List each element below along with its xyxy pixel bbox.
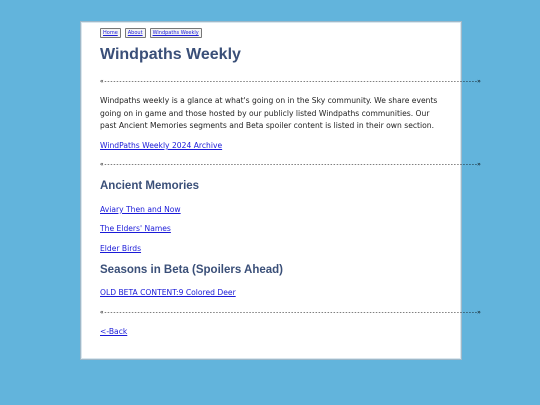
ancient-link-elder-birds[interactable]: Elder Birds <box>100 244 142 253</box>
divider-right-mark: » <box>477 161 481 168</box>
nav-about-button[interactable]: About <box>125 28 146 38</box>
intro-paragraph: Windpaths weekly is a glance at what's going on in the Sky community. We share events going on in game and those hosted by our publicly listed Windpaths communities. Our past Ancient Memories segments and Beta spoiler content is listed in their own section. <box>100 96 438 130</box>
ancient-memories-heading: Ancient Memories <box>100 180 200 192</box>
beta-link-colored-deer[interactable]: OLD BETA CONTENT:9 Colored Deer <box>100 288 236 297</box>
divider-right-mark: » <box>477 309 481 316</box>
nav-home-button[interactable]: Home <box>100 28 121 38</box>
ancient-link-aviary[interactable]: Aviary Then and Now <box>100 205 181 214</box>
seasons-beta-heading: Seasons in Beta (Spoilers Ahead) <box>100 264 283 276</box>
divider-line: ---------------------------------------------------------------------------------------------------------------------------- <box>103 161 478 168</box>
divider-left-mark: « <box>100 161 104 168</box>
divider-bottom <box>100 309 481 316</box>
divider-top <box>100 78 481 85</box>
divider-middle <box>100 161 481 168</box>
divider-left-mark: « <box>100 309 104 316</box>
content-inner <box>100 22 481 336</box>
page-title: Windpaths Weekly <box>100 46 241 63</box>
back-link[interactable]: <-Back <box>100 327 128 336</box>
archive-link[interactable]: WindPaths Weekly 2024 Archive <box>100 141 223 150</box>
nav-bar <box>100 28 442 38</box>
nav-weekly-button[interactable]: Windpaths Weekly <box>150 28 202 38</box>
divider-line: ---------------------------------------------------------------------------------------------------------------------------- <box>103 78 478 85</box>
divider-left-mark: « <box>100 78 104 85</box>
ancient-link-elders-names[interactable]: The Elders' Names <box>100 224 171 233</box>
divider-line: ---------------------------------------------------------------------------------------------------------------------------- <box>103 309 478 316</box>
divider-right-mark: » <box>477 78 481 85</box>
content-panel <box>80 21 481 360</box>
